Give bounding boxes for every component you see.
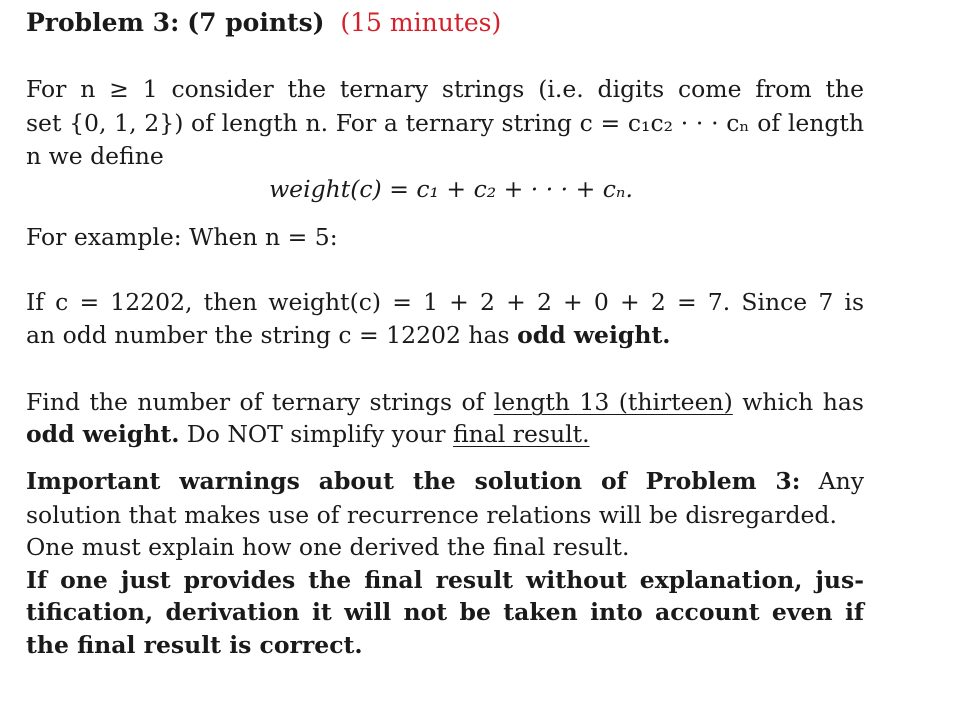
warnings-line-1 [26,466,864,496]
example-intro: For example: When n = 5: [26,223,338,251]
intro-line-3: n we define [26,142,164,170]
intro-line-1: For n ≥ 1 consider the ternary strings (i.e. digits come from the [26,75,864,103]
example-line-2 [26,320,670,350]
task-line-2 [26,419,590,449]
warnings-line-2: solution that makes use of recurrence relations will be disregarded. [26,501,837,529]
warnings-bold-line-1: If one just provides the final result without explanation, jus- [26,566,864,594]
task-length-underlined: length 13 (thirteen) [493,388,733,416]
task-line-1-end: which has [742,388,864,416]
warnings-line-3: One must explain how one derived the final result. [26,533,630,561]
warnings-line-1-end: Any [818,467,864,495]
task-line-1 [26,387,864,417]
warnings-bold-line-2: tification, derivation it will not be taken into account even if [26,598,864,626]
weight-formula: weight(c) = c₁ + c₂ + · · · + cₙ. [269,175,633,203]
example-line-1: If c = 12202, then weight(c) = 1 + 2 + 2 + 0 + 2 = 7. Since 7 is [26,288,864,316]
problem-heading: Problem 3: [26,8,180,37]
odd-weight-term: odd weight. [517,321,671,349]
problem-title [26,8,501,38]
task-line-1-start: Find the number of ternary strings of [26,388,485,416]
problem-time: (15 minutes) [340,8,502,37]
problem-points: (7 points) [187,8,325,37]
intro-line-2: set {0, 1, 2}) of length n. For a ternary string c = c₁c₂ · · · cₙ of length [26,109,864,137]
example-line-2-text: an odd number the string c = 12202 has [26,321,510,349]
warnings-heading: Important warnings about the solution of Problem 3: [26,467,801,495]
task-line-2-start: Do NOT simplify your [186,420,446,448]
task-final-result-underlined: final result. [452,420,590,448]
task-odd-weight: odd weight. [26,420,180,448]
warnings-bold-line-3: the final result is correct. [26,631,363,659]
